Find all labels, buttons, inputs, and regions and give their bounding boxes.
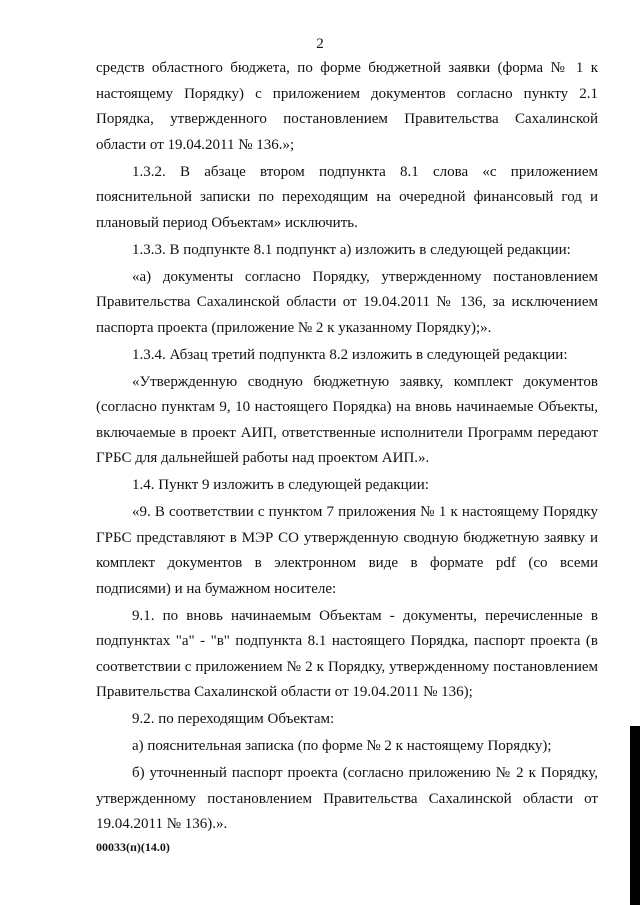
paragraph: 1.3.2. В абзаце втором подпункта 8.1 слова «с приложением пояснительной записки по переходящим на очередной финансовый год и плановый период Объектам» исключить. xyxy=(96,163,598,231)
page-number: 2 xyxy=(316,36,324,52)
document-body xyxy=(96,56,598,839)
paragraph: а) пояснительная записка (по форме № 2 к настоящему Порядку); xyxy=(132,738,552,754)
paragraph: 9.2. по переходящим Объектам: xyxy=(132,711,335,727)
paragraph: 1.3.4. Абзац третий подпункта 8.2 изложить в следующей редакции: xyxy=(132,346,568,363)
paragraph: 1.4. Пункт 9 изложить в следующей редакции: xyxy=(132,477,429,493)
document-code: 00033(п)(14.0) xyxy=(96,840,170,854)
paragraph: «а) документы согласно Порядку, утвержденному постановлением Правительства Сахалинской области от 19.04.2011 № 136, за исключением паспорта проекта (приложение № 2 к указанному Порядку);». xyxy=(96,268,598,336)
paragraph: «Утвержденную сводную бюджетную заявку, комплект документов (согласно пунктам 9, 10 настоящего Порядка) на вновь начинаемые Объекты, включаемые в проект АИП, ответственные исполнители Программ передают ГРБС для дальнейшей работы над проектом АИП.». xyxy=(96,373,598,466)
paragraph: 1.3.3. В подпункте 8.1 подпункт а) изложить в следующей редакции: xyxy=(132,241,571,258)
paragraph: «9. В соответствии с пунктом 7 приложения № 1 к настоящему Порядку ГРБС представляют в МЭР СО утвержденную сводную бюджетную заявку и комплект документов в электронном виде в формате pdf (со всеми подписями) и на бумажном носителе: xyxy=(96,504,598,597)
paragraph: б) уточненный паспорт проекта (согласно приложению № 2 к Порядку, утвержденному постановлением Правительства Сахалинской области от 19.04.2011 № 136).». xyxy=(96,765,598,832)
paragraph: 9.1. по вновь начинаемым Объектам - документы, перечисленные в подпунктах "а" - "в" подпункта 8.1 настоящего Порядка, паспорт проекта (в соответствии с приложением № 2 к Порядку, утвержденному постановлением Правительства Сахалинской области от 19.04.2011 № 136); xyxy=(96,607,598,700)
scan-edge-shadow xyxy=(630,726,640,905)
paragraph: средств областного бюджета, по форме бюджетной заявки (форма № 1 к настоящему Порядку) с приложением документов согласно пункту 2.1 Порядка, утвержденного постановлением Правительства Сахалинской области от 19.04.2011 № 136.»; xyxy=(96,60,598,153)
